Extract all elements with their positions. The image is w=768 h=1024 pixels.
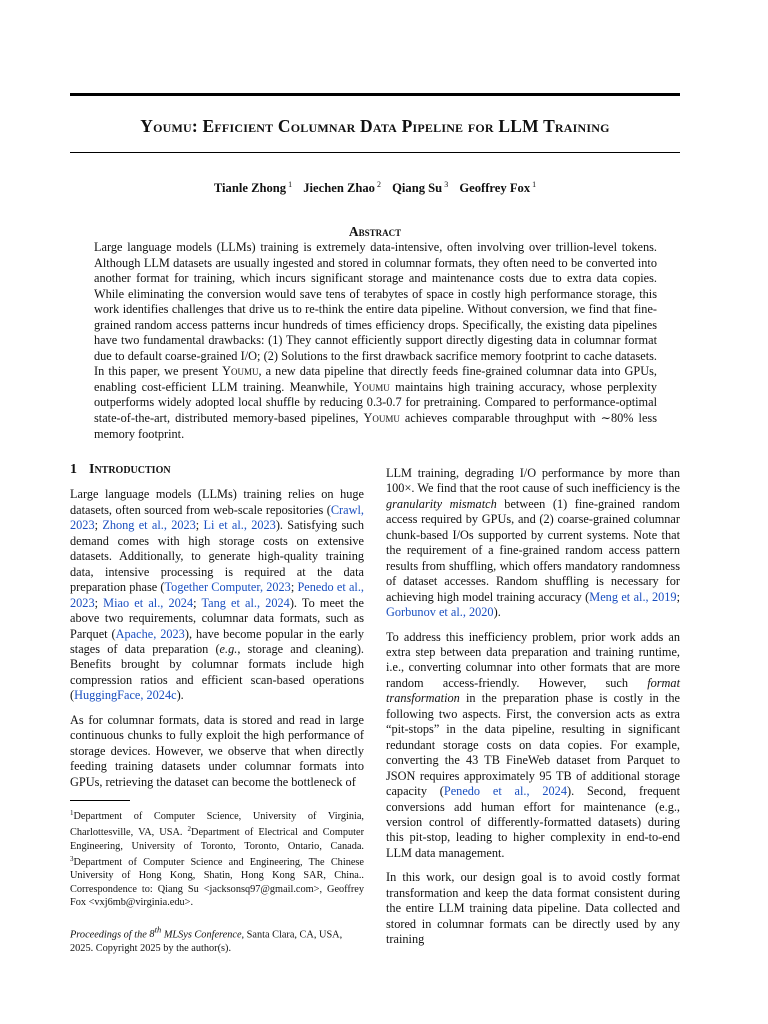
intro-paragraph: Large language models (LLMs) training relies on huge datasets, often sourced from web-scale repositories (Crawl, 2023; Zhong et al., 2023; Li et al., 2023). Satisfying such demand comes with high storage costs on extensive datasets. Additionally, to generate high-quality training data, intensive processing is required at the data preparation phase (Together Computer, 2023; Penedo et al., 2023; Miao et al., 2024; Tang et al., 2024). To meet the above two requirements, columnar data formats, such as Parquet (Apache, 2023), have become popular in the early stages of data preparation (e.g., storage and cleaning). Benefits brought by columnar formats include high compression ratios and efficient scan-based operations (HuggingFace, 2024c). <box>70 487 365 703</box>
citation-link[interactable]: Together Computer, 2023 <box>164 580 291 595</box>
affiliation-footnote: $^1$Department of Computer Science, University of Virginia, Charlottesville, VA, USA. $^2$Department of Electrical and Computer Engineering, University of Toronto, Toronto, Ontario, Canada. $^3$Department of Computer Science and Engineering, The Chinese University of Hong Kong, Shatin, Hong Kong SAR, China.. Correspondence to: Qiang Su <jacksonsq97@gmail.com>, Geoffrey Fox <vxj6mb@virginia.edu>. <box>70 808 364 909</box>
author: Qiang Su $^3$ <box>392 180 449 195</box>
citation-link[interactable]: Apache, 2023 <box>115 626 185 641</box>
citation-link[interactable]: HuggingFace, 2024c <box>74 688 177 703</box>
citation-link[interactable]: Miao et al., 2024 <box>103 595 194 610</box>
author: Tianle Zhong $^1$ <box>213 180 293 195</box>
citation-link[interactable]: Crawl, 2023 <box>70 502 364 533</box>
citation-link[interactable]: Penedo et al., 2023 <box>70 580 364 610</box>
intro-paragraph: In this work, our design goal is to avoid costly format transformation and keep the data format consistent during the entire LLM training data pipeline. Data collected and stored in columnar formats can be directly used by any training <box>386 870 680 947</box>
paper-title: Youmu: Efficient Columnar Data Pipeline for LLM Training <box>140 116 610 136</box>
citation-link[interactable]: Penedo et al., 2024 <box>443 784 567 799</box>
author-list <box>70 180 680 196</box>
citation-link[interactable]: Tang et al., 2024 <box>201 595 290 610</box>
right-column <box>386 466 680 957</box>
section-heading-introduction: 1 Introduction <box>70 462 171 477</box>
citation-link[interactable]: Gorbunov et al., 2020 <box>386 605 494 620</box>
author: Geoffrey Fox $^1$ <box>459 180 537 195</box>
footnote-rule <box>70 800 130 801</box>
abstract-body: Large language models (LLMs) training is extremely data-intensive, often involving over trillion-level tokens. Although LLM datasets are usually ingested and stored in columnar formats, they often need to be converted into another format for training, which incurs significant storage and maintenance costs due to extra data copies. While eliminating the conversion would save tens of terabytes of space in costly high performance storage, this work identifies challenges that drive us to re-think the entire data pipeline. Without conversion, we find that fine-grained random access patterns incur hundreds of times efficiency drops. Specifically, the existing data pipelines have two fundamental drawbacks: (1) They cannot efficiently support directly digesting data in columnar format due to default coarse-grained I/O; (2) Solutions to the first drawback sacrifice memory footprint to cache datasets. In this paper, we present Youmu, a new data pipeline that directly feeds fine-grained columnar data into GPUs, enabling cost-efficient LLM training. Meanwhile, Youmu maintains high training accuracy, whose perplexity outperforms widely adopted local shuffle by reducing 0.3-0.7 for pretraining. Compared to performance-optimal state-of-the-art, distributed memory-based pipelines, Youmu achieves comparable throughput with ∼80% less memory footprint. <box>94 240 657 441</box>
intro-paragraph: As for columnar formats, data is stored and read in large continuous chunks to fully exploit the high performance of storage devices. However, we observe that when directly feeding training datasets under columnar formats into GPUs, retrieving the dataset can become the bottleneck of <box>70 712 364 789</box>
citation-link[interactable]: Zhong et al., 2023 <box>102 518 196 533</box>
proceedings-note: Proceedings of the 8th MLSys Conference, Santa Clara, CA, USA, 2025. Copyright 2025 by the author(s). <box>70 924 343 954</box>
intro-paragraph: To address this inefficiency problem, prior work adds an extra step between data preparation and training runtime, i.e., converting columnar into other formats that are more random access-friendly. However, such format transformation in the preparation phase is costly in the following two aspects. First, the conversion acts as extra “pit-stops” in the data pipeline, resulting in significant redundant storage costs on data copies. For example, converting the 43 TB FineWeb dataset from Parquet to JSON requires approximately 95 TB of additional storage capacity (Penedo et al., 2024). Second, frequent conversions add human effort for maintenance (e.g., version control of differently-formatted datasets) during this pit-stop, leading to higher complexity in end-to-end LLM data management. <box>386 629 681 860</box>
abstract-heading: Abstract <box>348 224 402 239</box>
citation-link[interactable]: Meng et al., 2019 <box>589 589 677 604</box>
intro-paragraph: LLM training, degrading I/O performance by more than 100×. We find that the root cause of such inefficiency is the granularity mismatch between (1) fine-grained random access required by GPUs, and (2) coarse-grained columnar chunk-based I/Os supported by current systems. Note that the requirement of a fine-grained random access pattern results from shuffling, which offers mandatory randomness of dataset accesses. Random shuffling is necessary for achieving high model training accuracy (Meng et al., 2019; Gorbunov et al., 2020). <box>386 466 680 620</box>
left-column <box>70 462 364 955</box>
title-top-rule <box>70 93 680 96</box>
title-bottom-rule <box>70 152 680 153</box>
author: Jiechen Zhao $^2$ <box>303 180 381 195</box>
citation-link[interactable]: Li et al., 2023 <box>203 518 276 533</box>
